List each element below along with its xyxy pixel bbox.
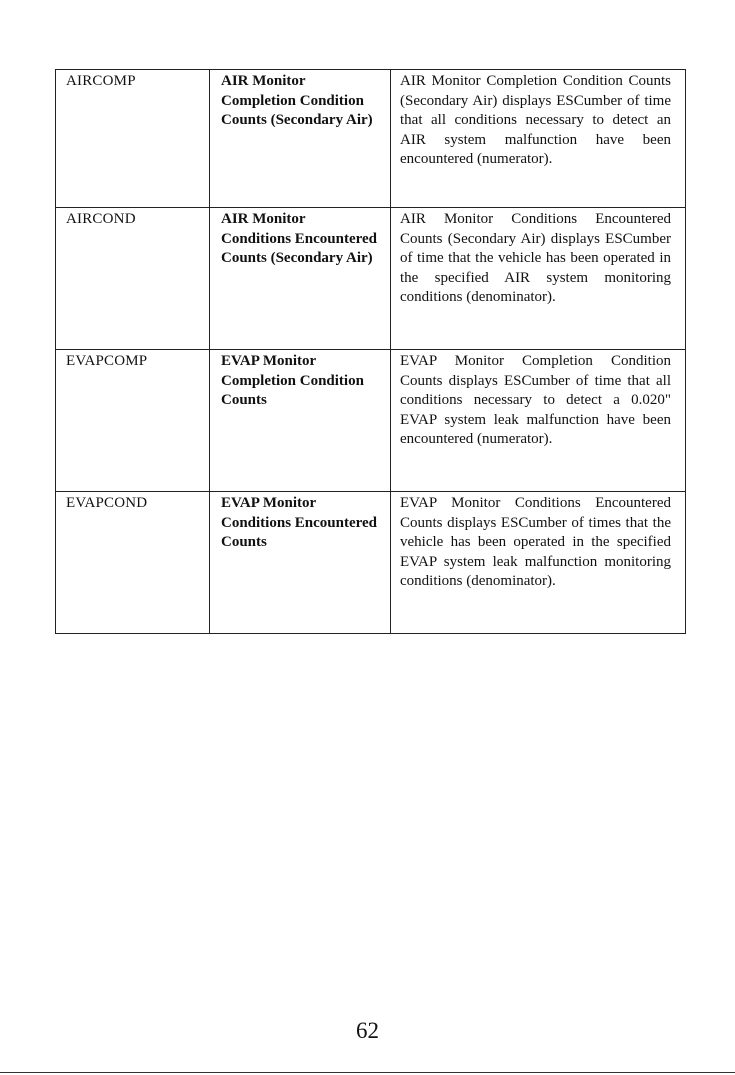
bottom-divider [0,1072,735,1073]
parameter-code: EVAPCOND [56,492,210,634]
parameter-description: EVAP Monitor Conditions Encountered Counts displays ESCumber of times that the vehicle has been operated in the specified EVAP system leak malfunction monitoring conditions (denominator). [391,492,686,634]
parameter-name: EVAP Monitor Completion Condition Counts [210,350,391,492]
parameter-code: AIRCOND [56,208,210,350]
parameter-name: AIR Monitor Completion Condition Counts (Secondary Air) [210,70,391,208]
parameter-code: AIRCOMP [56,70,210,208]
parameter-description: AIR Monitor Completion Condition Counts (Secondary Air) displays ESCumber of time that all conditions necessary to detect an AIR system malfunction have been encountered (numerator). [391,70,686,208]
table-row [56,70,686,208]
parameter-name: AIR Monitor Conditions Encountered Counts (Secondary Air) [210,208,391,350]
parameter-table [55,69,686,634]
parameter-description: EVAP Monitor Completion Condition Counts displays ESCumber of time that all conditions necessary to detect a 0.020" EVAP system leak malfunction have been encountered (numerator). [391,350,686,492]
table-row [56,350,686,492]
table-row [56,492,686,634]
table-row [56,208,686,350]
parameter-code: EVAPCOMP [56,350,210,492]
parameter-description: AIR Monitor Conditions Encountered Counts (Secondary Air) displays ESCumber of time that the vehicle has been operated in the specified AIR system monitoring conditions (denominator). [391,208,686,350]
parameter-name: EVAP Monitor Conditions Encountered Counts [210,492,391,634]
page-number: 62 [356,1018,379,1043]
